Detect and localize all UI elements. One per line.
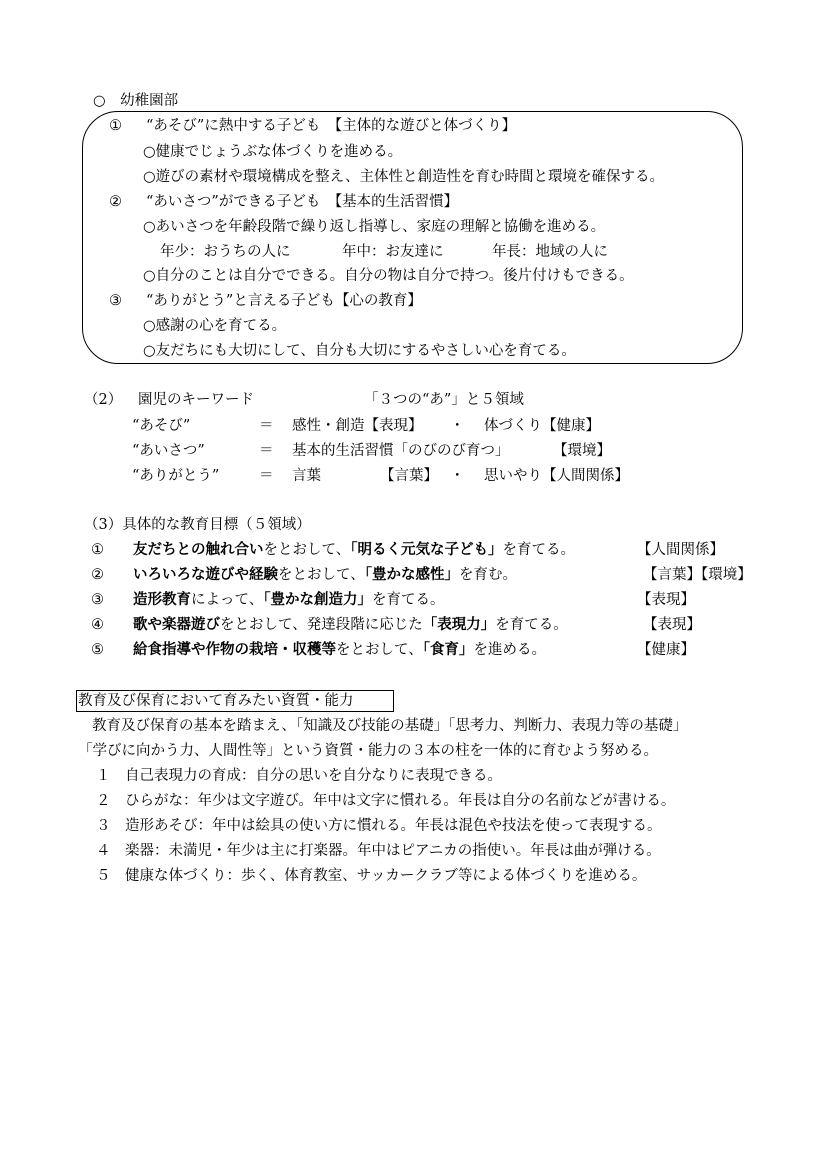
ability-number: １ — [96, 768, 111, 784]
item1-number: ① — [109, 118, 122, 134]
goal-bold-1: 友だちとの触れ合い — [133, 542, 264, 558]
goal-bold-2: 「表現力」 — [422, 617, 496, 633]
goal-number: ④ — [91, 617, 104, 633]
goal-text-1: をとおして、発達段階に応じた — [220, 617, 423, 633]
section2-title: 園児のキーワード — [138, 392, 254, 408]
keyword-row-right: 体づくり【健康】 — [484, 418, 600, 434]
keyword-row-eq: ＝ — [259, 443, 274, 459]
item3-line2: ○友だちにも大切にして、自分も大切にするやさしい心を育てる。 — [143, 343, 576, 359]
ability-text: 楽器：未満児・年少は主に打楽器。年中はピアニカの指使い。年長は曲が弾ける。 — [125, 843, 661, 859]
qualities-heading: 教育及び保育において育みたい資質・能力 — [78, 693, 354, 709]
goal-row — [91, 643, 546, 658]
goal-bold-1: 歌や楽器遊び — [133, 617, 220, 633]
keyword-row-left: 感性・創造【表現】 — [292, 418, 423, 434]
goal-bold-2: 「食育」 — [422, 642, 474, 658]
item3-number: ③ — [109, 293, 122, 309]
item2-number: ② — [109, 194, 122, 210]
goal-row — [91, 593, 444, 608]
goal-domain: 【表現】 — [643, 617, 701, 633]
keyword-row-key: “あいさつ” — [132, 443, 205, 459]
item1-line1: ○健康でじょうぶな体づくりを進める。 — [143, 144, 403, 160]
item1-heading: “あそび”に熱中する子ども 【主体的な遊びと体づくり】 — [146, 118, 517, 134]
goal-bold-2: 「豊かな感性」 — [364, 567, 459, 583]
keyword-row-mid: 【言葉】 — [380, 468, 438, 484]
item2-heading: “あいさつ”ができる子ども 【基本的生活習慣】 — [146, 194, 459, 210]
goal-bold-2: 「豊かな創造力」 — [263, 592, 372, 608]
ability-item — [96, 869, 646, 884]
goal-text-2: を育てる。 — [371, 592, 445, 608]
goal-number: ① — [91, 542, 104, 558]
goal-text-1: をとおして、 — [263, 542, 351, 558]
ability-number: ２ — [96, 793, 111, 809]
keyword-row-eq: ＝ — [259, 418, 274, 434]
goal-domain: 【言葉】【環境】 — [643, 567, 752, 583]
item3-heading: “ありがとう”と言える子ども【心の教育】 — [146, 293, 422, 309]
ability-item — [96, 794, 675, 809]
keyword-row-right: 【環境】 — [553, 443, 611, 459]
goal-row — [91, 543, 575, 558]
keyword-row-dot: ・ — [450, 468, 465, 484]
ability-text: 自己表現力の育成：自分の思いを自分なりに表現できる。 — [125, 768, 502, 784]
age-nensho: 年少：おうちの人に — [160, 244, 291, 260]
ability-number: ３ — [96, 818, 111, 834]
goal-domain: 【人間関係】 — [637, 542, 724, 558]
ability-text: ひらがな：年少は文字遊び。年中は文字に慣れる。年長は自分の名前などが書ける。 — [125, 793, 676, 809]
goal-text-1: をとおして、 — [278, 567, 365, 583]
keyword-row-left: 基本的生活習慣「のびのび育つ」 — [292, 443, 510, 459]
item2-line1: ○あいさつを年齢段階で繰り返し指導し、家庭の理解と協働を進める。 — [143, 219, 606, 235]
ability-number: ４ — [96, 843, 111, 859]
goal-bold-1: いろいろな遊びや経験 — [133, 567, 278, 583]
goal-number: ⑤ — [91, 642, 104, 658]
item1-line2: ○遊びの素材や環境構成を整え、主体性と創造性を育む時間と環境を確保する。 — [143, 169, 665, 185]
keyword-row-key: “あそび” — [132, 418, 191, 434]
section1-title: ○ 幼稚園部 — [93, 93, 179, 109]
keyword-row-left: 言葉 — [292, 468, 321, 484]
goal-text-1: によって、 — [191, 592, 264, 608]
section2-subtitle: 「３つの“あ”」と５領域 — [364, 392, 524, 408]
age-nencho: 年長：地域の人に — [492, 244, 608, 260]
goal-bold-1: 造形教育 — [133, 592, 191, 608]
goal-number: ③ — [91, 592, 104, 608]
goal-bold-2: 「明るく元気な子ども」 — [350, 542, 503, 558]
qualities-intro-line2: 「学びに向かう力、人間性等」という資質・能力の３本の柱を一体的に育むよう努める。 — [78, 743, 658, 759]
ability-item — [96, 844, 661, 859]
qualities-intro-line1: 教育及び保育の基本を踏まえ、「知識及び技能の基礎」「思考力、判断力、表現力等の基礎」 — [92, 718, 688, 734]
goal-row — [91, 568, 517, 583]
ability-text: 造形あそび：年中は絵具の使い方に慣れる。年長は混色や技法を使って表現する。 — [125, 818, 662, 834]
goal-domain: 【健康】 — [637, 642, 695, 658]
section2-number: （2） — [84, 392, 123, 408]
goal-text-2: を進める。 — [473, 642, 546, 658]
goal-domain: 【表現】 — [637, 592, 695, 608]
section3-title: （3）具体的な教育目標（５領域） — [84, 517, 311, 533]
keyword-row-key: “ありがとう” — [132, 468, 220, 484]
goal-row — [91, 618, 568, 633]
goal-text-1: をとおして、 — [336, 642, 423, 658]
goal-text-2: を育てる。 — [502, 542, 575, 558]
ability-number: ５ — [96, 868, 111, 884]
item2-line2: ○自分のことは自分でできる。自分の物は自分で持つ。後片付けもできる。 — [143, 268, 634, 284]
ability-item — [96, 769, 502, 784]
item3-line1: ○感謝の心を育てる。 — [143, 318, 287, 334]
keyword-row-eq: ＝ — [259, 468, 274, 484]
keyword-row-dot: ・ — [450, 418, 465, 434]
age-nenchu: 年中：お友達に — [342, 244, 444, 260]
keyword-row-right: 思いやり【人間関係】 — [484, 468, 629, 484]
goal-text-2: を育む。 — [458, 567, 517, 583]
goal-text-2: を育てる。 — [495, 617, 568, 633]
ability-item — [96, 819, 662, 834]
goal-number: ② — [91, 567, 104, 583]
ability-text: 健康な体づくり：歩く、体育教室、サッカークラブ等による体づくりを進める。 — [125, 868, 647, 884]
goal-bold-1: 給食指導や作物の栽培・収穫等 — [133, 642, 336, 658]
